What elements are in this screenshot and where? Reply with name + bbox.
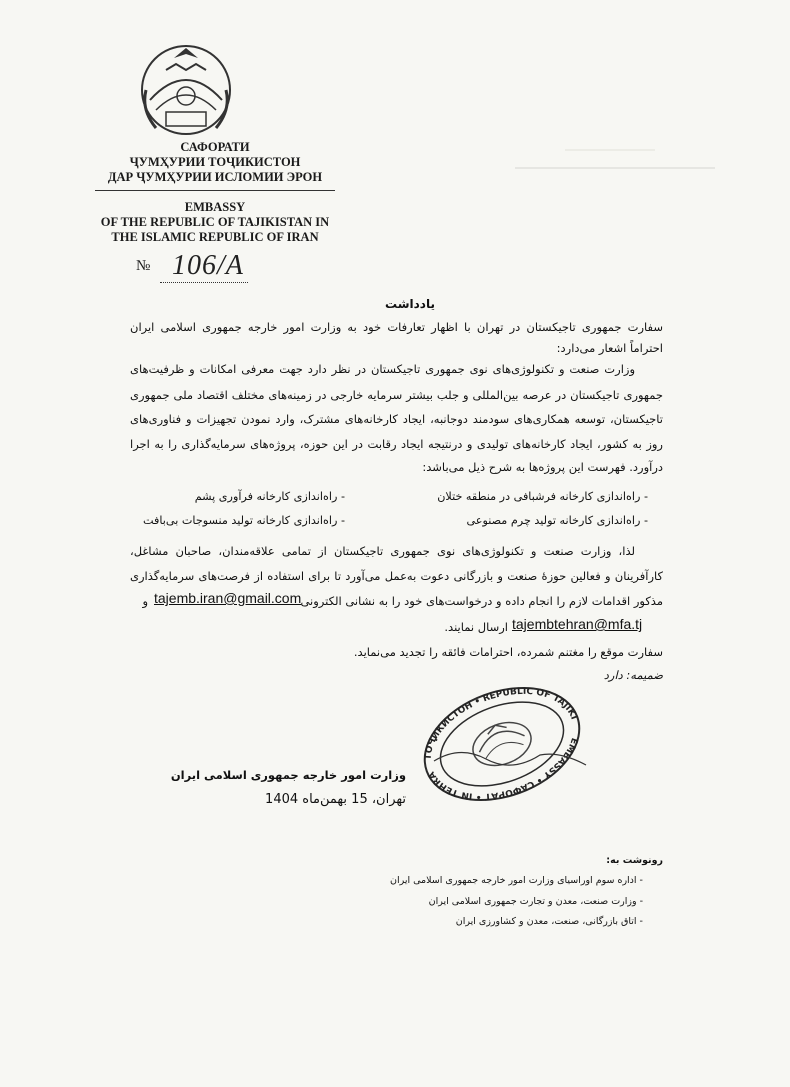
note-title: یادداشت: [385, 297, 435, 311]
number-label: №: [136, 258, 151, 274]
para2-line-3: مذکور اقدامات لازم را انجام داده و درخواست‌های خود را به نشانی الکترونی: [300, 594, 663, 608]
email-link-mfa[interactable]: tajembtehran@mfa.tj: [512, 616, 643, 632]
signature-scribble: [430, 725, 590, 785]
number-underline: [160, 282, 248, 283]
para1-line-4: روز به کشور، ایجاد کارخانه‌های تولیدی و درنتیجه ایجاد رقابت در این حوزه، پروژه‌های سرمایه‌گذاری را به اجرا: [130, 437, 663, 451]
intro-line-1: سفارت جمهوری تاجیکستان در تهران با اظهار تعارفات خود به وزارت امور خارجه جمهوری اسلامی ایران: [130, 320, 663, 334]
para1-line-3: تاجیکستان، توسعه همکاری‌های سودمند دوجانبه، ایجاد کارخانه‌های مشترک، وارد نمودن تجهیزات و فناوری‌های: [130, 412, 663, 426]
embassy-header-english: [90, 200, 340, 245]
recipient-ministry: وزارت امور خارجه جمهوری اسلامی ایران: [170, 768, 406, 782]
header-en-line1: EMBASSY: [184, 200, 246, 214]
para1-line-1: وزارت صنعت و تکنولوژی‌های نوی جمهوری تاجیکستان در نظر دارد جهت معرفی امکانات و ظرفیت‌های: [130, 362, 635, 376]
cc-item-2: - وزارت صنعت، معدن و تجارت جمهوری اسلامی ایران: [428, 896, 643, 907]
header-en-line2: OF THE REPUBLIC OF TAJIKISTAN IN: [100, 215, 330, 229]
email-link-gmail[interactable]: tajemb.iran@gmail.com: [154, 590, 302, 606]
stamp-text-top: ТОҶИКИСТОН • REPUBLIC OF TAJIKISTAN: [423, 686, 579, 761]
recipient-date: تهران، 15 بهمن‌ماه 1404: [265, 792, 406, 807]
header-divider: [95, 190, 335, 191]
header-en-line3: THE ISLAMIC REPUBLIC OF IRAN: [111, 230, 319, 244]
project-item-2: - راه‌اندازی کارخانه فرآوری پشم: [194, 490, 345, 503]
embassy-header-tajik: [90, 140, 340, 185]
project-item-3: - راه‌اندازی کارخانه تولید چرم مصنوعی: [466, 514, 648, 527]
para2-conjunction: و: [142, 594, 148, 608]
cc-item-3: - اتاق بازرگانی، صنعت، معدن و کشاورزی ایران: [455, 916, 643, 927]
attachment-note: ضمیمه: دارد: [603, 668, 663, 682]
para1-line-2: جمهوری تاجیکستان در عرصه بین‌المللی و جلب بیشتر سرمایه خارجی در زمینه‌های مختلف اقتصاد ملی جمهوری: [130, 388, 663, 402]
faint-marks: [505, 128, 725, 198]
header-ru-line2: ҶУМҲУРИИ ТОҶИКИСТОН: [129, 155, 301, 169]
para2-line-2: کارآفرینان و فعالین حوزهٔ صنعت و بازرگانی دعوت به‌عمل می‌آورد تا برای استفاده از فرصت‌های سرمایه‌گذاری: [130, 569, 663, 583]
coat-of-arms-emblem: [136, 40, 236, 140]
project-item-4: - راه‌اندازی کارخانه تولید منسوجات بی‌بافت: [143, 514, 345, 527]
cc-item-1: - اداره سوم اوراسیای وزارت امور خارجه جمهوری اسلامی ایران: [389, 875, 643, 886]
project-item-1: - راه‌اندازی کارخانه فرشبافی در منطقه ختلان: [437, 490, 648, 503]
stamp-text-bottom: EMBASSY • САФОРАТ • IN TEHRAN: [426, 736, 579, 802]
closing-line: سفارت موقع را مغتنم شمرده، احترامات فائقه را تجدید می‌نماید.: [353, 645, 663, 659]
para2-line-1: لذا، وزارت صنعت و تکنولوژی‌های نوی جمهوری تاجیکستان از تمامی علاقه‌مندان، صاحبان مشاغل،: [130, 544, 635, 558]
intro-line-2: احتراماً اشعار می‌دارد:: [556, 341, 663, 355]
header-ru-line1: САФОРАТИ: [180, 140, 250, 154]
cc-label: رونوشت به:: [606, 855, 663, 866]
para2-line-4: ارسال نمایند.: [444, 620, 508, 634]
para1-line-5: درآورد. فهرست این پروژه‌ها به شرح ذیل می‌باشد:: [422, 460, 663, 474]
number-value: 106/A: [172, 250, 244, 281]
header-ru-line3: ДАР ҶУМҲУРИИ ИСЛОМИИ ЭРОН: [107, 170, 323, 184]
